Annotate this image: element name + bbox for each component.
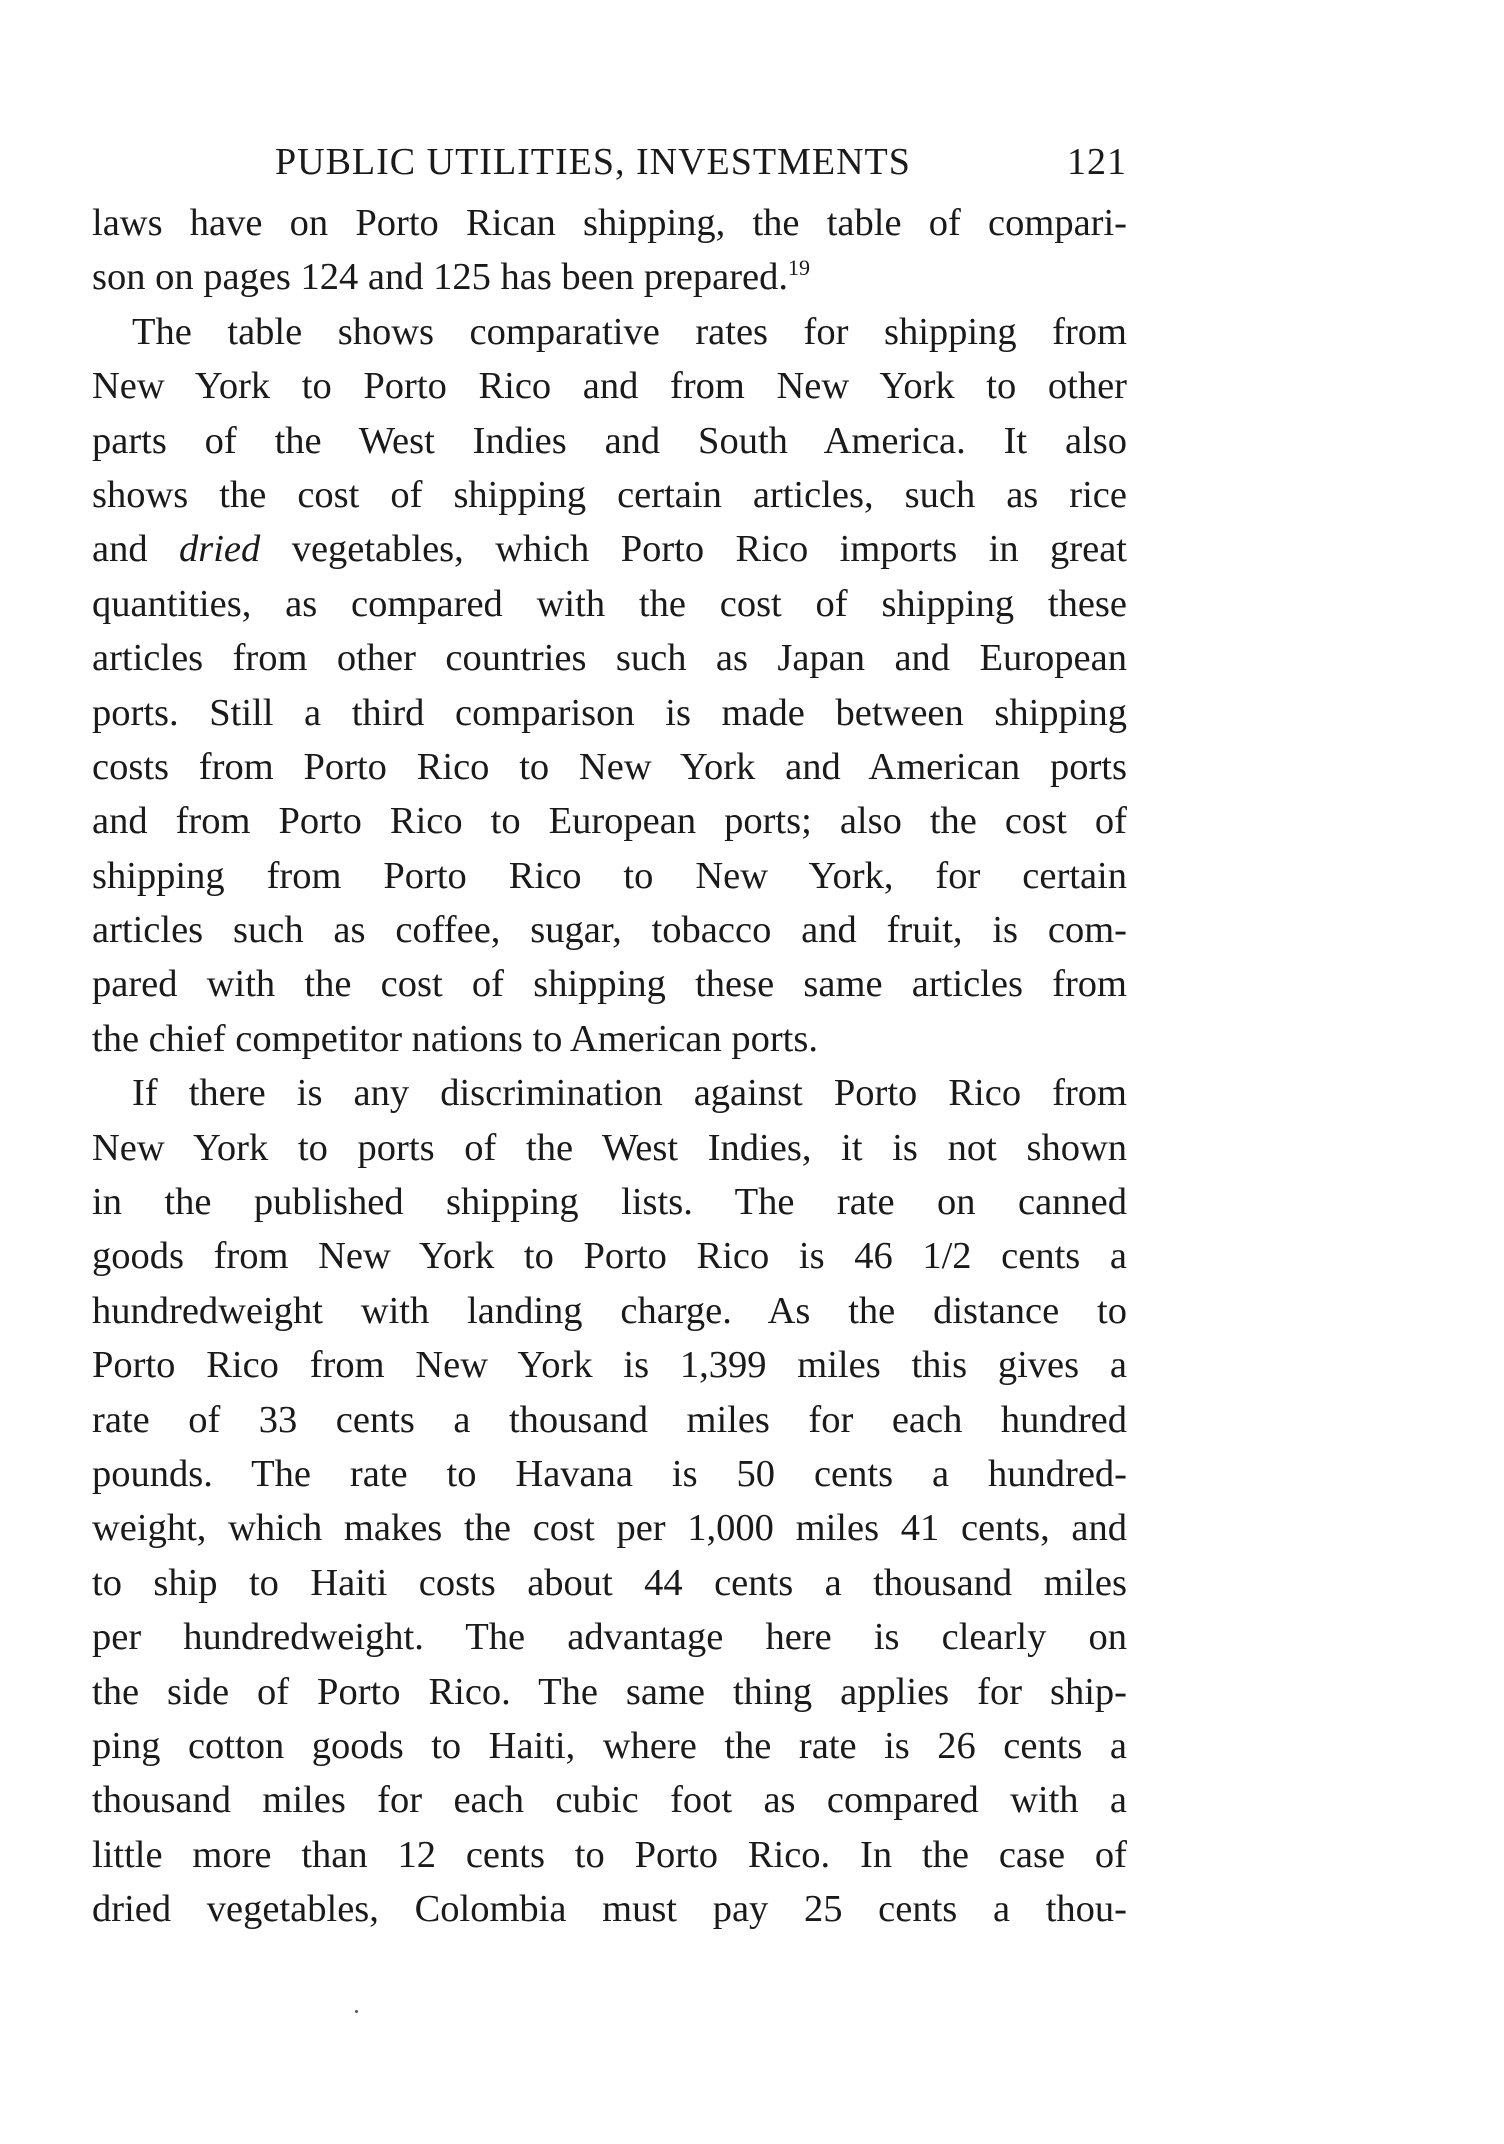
- text-line: little more than 12 cents to Porto Rico. In the case of: [92, 1833, 1127, 1876]
- text-line: laws have on Porto Rican shipping, the table of compari-: [92, 202, 1127, 244]
- text-line: and from Porto Rico to European ports; also the cost of: [92, 800, 1127, 843]
- text-line: [92, 250, 1127, 304]
- text-line: weight, which makes the cost per 1,000 miles 41 cents, and: [92, 1507, 1127, 1550]
- text-line: rate of 33 cents a thousand miles for each hundred: [92, 1398, 1127, 1441]
- text-line: the chief competitor nations to American ports.: [92, 1017, 818, 1060]
- text-line: pared with the cost of shipping these same articles from: [92, 963, 1127, 1006]
- text-line: ping cotton goods to Haiti, where the rate is 26 cents a: [92, 1724, 1127, 1767]
- text-line: New York to ports of the West Indies, it is not shown: [92, 1126, 1127, 1169]
- text-line: hundredweight with landing charge. As the distance to: [92, 1289, 1127, 1332]
- page-number: 121: [1067, 141, 1127, 183]
- running-head: [270, 140, 1127, 196]
- text-line: parts of the West Indies and South America. It also: [92, 419, 1127, 462]
- paragraph-first-line: The table shows comparative rates for shipping from: [132, 310, 1127, 353]
- text-line: and dried vegetables, which Porto Rico imports in great: [92, 528, 1127, 571]
- text-line: in the published shipping lists. The rate on canned: [92, 1181, 1127, 1224]
- text-line: Porto Rico from New York is 1,399 miles this gives a: [92, 1344, 1127, 1387]
- text-line: dried vegetables, Colombia must pay 25 cents a thou-: [92, 1888, 1127, 1931]
- italic-word: dried: [179, 528, 261, 571]
- text-line: New York to Porto Rico and from New York to other: [92, 365, 1127, 408]
- text-line: shipping from Porto Rico to New York, for certain: [92, 854, 1127, 897]
- text-line: the side of Porto Rico. The same thing applies for ship-: [92, 1670, 1127, 1713]
- text-line-content: son on pages 124 and 125 has been prepared.: [92, 256, 789, 299]
- paper-speck: [355, 2010, 358, 2013]
- text-line: articles such as coffee, sugar, tobacco and fruit, is com-: [92, 909, 1127, 952]
- text-line: per hundredweight. The advantage here is clearly on: [92, 1616, 1127, 1659]
- text-line: pounds. The rate to Havana is 50 cents a hundred-: [92, 1452, 1127, 1495]
- text-line: articles from other countries such as Japan and European: [92, 637, 1127, 680]
- text-line: costs from Porto Rico to New York and American ports: [92, 745, 1127, 788]
- text-line: goods from New York to Porto Rico is 46 1/2 cents a: [92, 1235, 1127, 1278]
- text-line: shows the cost of shipping certain articles, such as rice: [92, 473, 1127, 516]
- paragraph-first-line: If there is any discrimination against Porto Rico from: [132, 1072, 1127, 1115]
- text-line: thousand miles for each cubic foot as compared with a: [92, 1779, 1127, 1822]
- text-line: to ship to Haiti costs about 44 cents a thousand miles: [92, 1561, 1127, 1604]
- footnote-reference: 19: [788, 255, 811, 281]
- body-text: [92, 196, 1127, 1937]
- text-line: ports. Still a third comparison is made between shipping: [92, 691, 1127, 734]
- running-title: PUBLIC UTILITIES, INVESTMENTS: [275, 141, 911, 183]
- text-line: quantities, as compared with the cost of shipping these: [92, 582, 1127, 625]
